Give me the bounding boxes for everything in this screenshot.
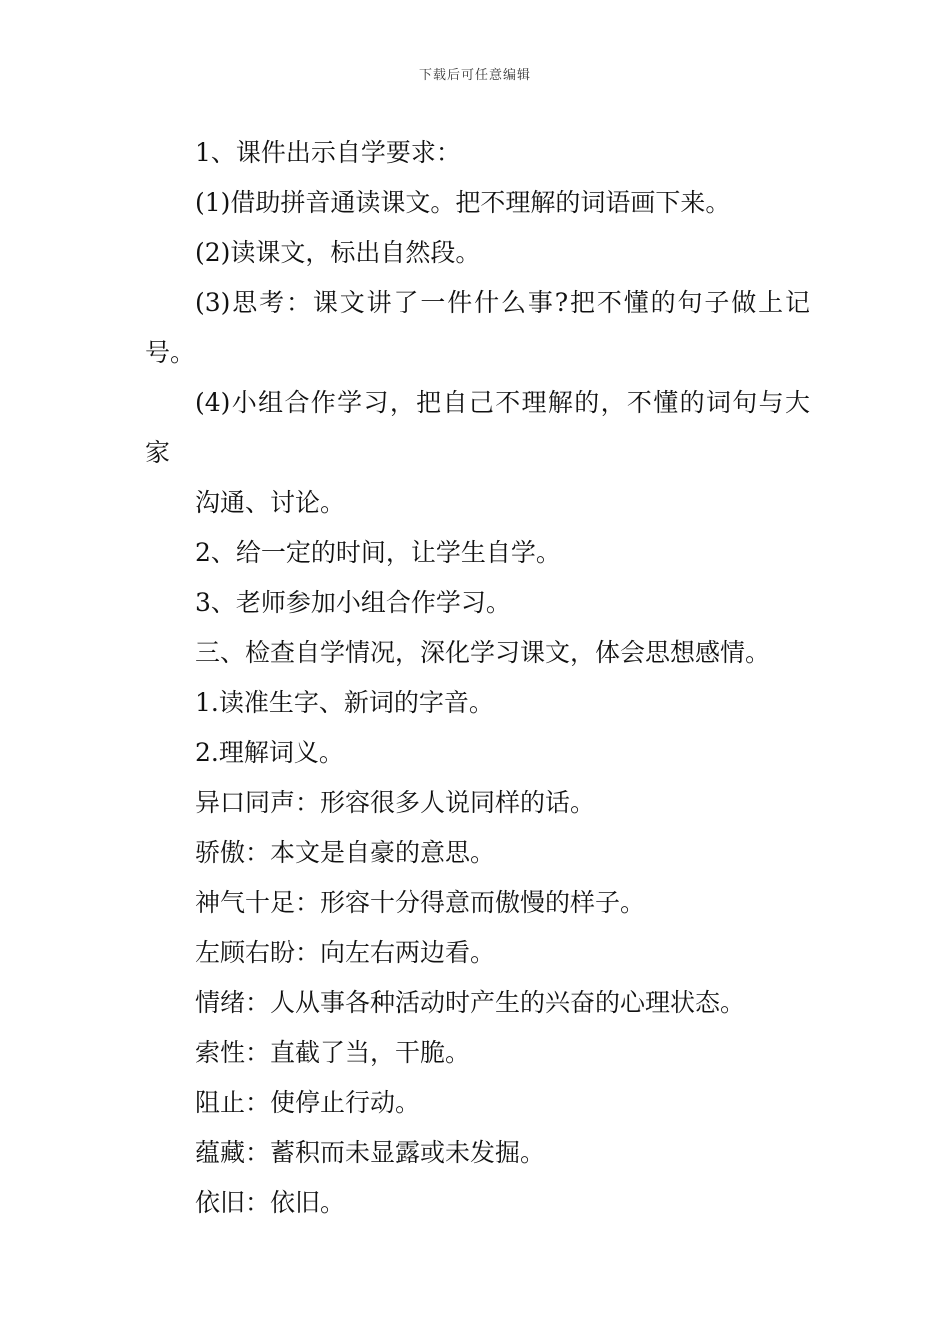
definition-line: 阻止：使停止行动。 [195,1088,421,1117]
page-header: 下载后可任意编辑 [418,68,531,83]
paragraph-line: 3、老师参加小组合作学习。 [195,588,511,617]
definition-line: 神气十足：形容十分得意而傲慢的样子。 [195,888,646,917]
definition-line: 情绪：人从事各种活动时产生的兴奋的心理状态。 [195,988,746,1017]
section-heading: 三、检查自学情况，深化学习课文，体会思想感情。 [195,638,771,667]
paragraph-line: 家 [145,438,171,467]
definition-line: 异口同声：形容很多人说同样的话。 [195,788,596,817]
paragraph-line: 1.读准生字、新词的字音。 [195,688,494,717]
paragraph-line: 2.理解词义。 [195,738,344,767]
paragraph-line: 1、课件出示自学要求： [195,138,461,167]
paragraph-line: 沟通、讨论。 [195,488,346,517]
definition-line: 左顾右盼：向左右两边看。 [195,938,496,967]
paragraph-line: (4)小组合作学习，把自己不理解的，不懂的词句与大 [195,388,810,417]
paragraph-line: (3)思考：课文讲了一件什么事?把不懂的句子做上记 [195,288,810,317]
paragraph-line: (2)读课文，标出自然段。 [195,238,481,267]
definition-line: 蕴藏：蓄积而未显露或未发掘。 [195,1138,546,1167]
definition-line: 索性：直截了当，干脆。 [195,1038,471,1067]
definition-line: 依旧：依旧。 [195,1188,346,1217]
paragraph-line: 2、给一定的时间，让学生自学。 [195,538,561,567]
definition-line: 骄傲：本文是自豪的意思。 [195,838,496,867]
document-body [145,128,810,1228]
paragraph-line: (1)借助拼音通读课文。把不理解的词语画下来。 [195,188,731,217]
paragraph-line: 号。 [145,338,196,367]
